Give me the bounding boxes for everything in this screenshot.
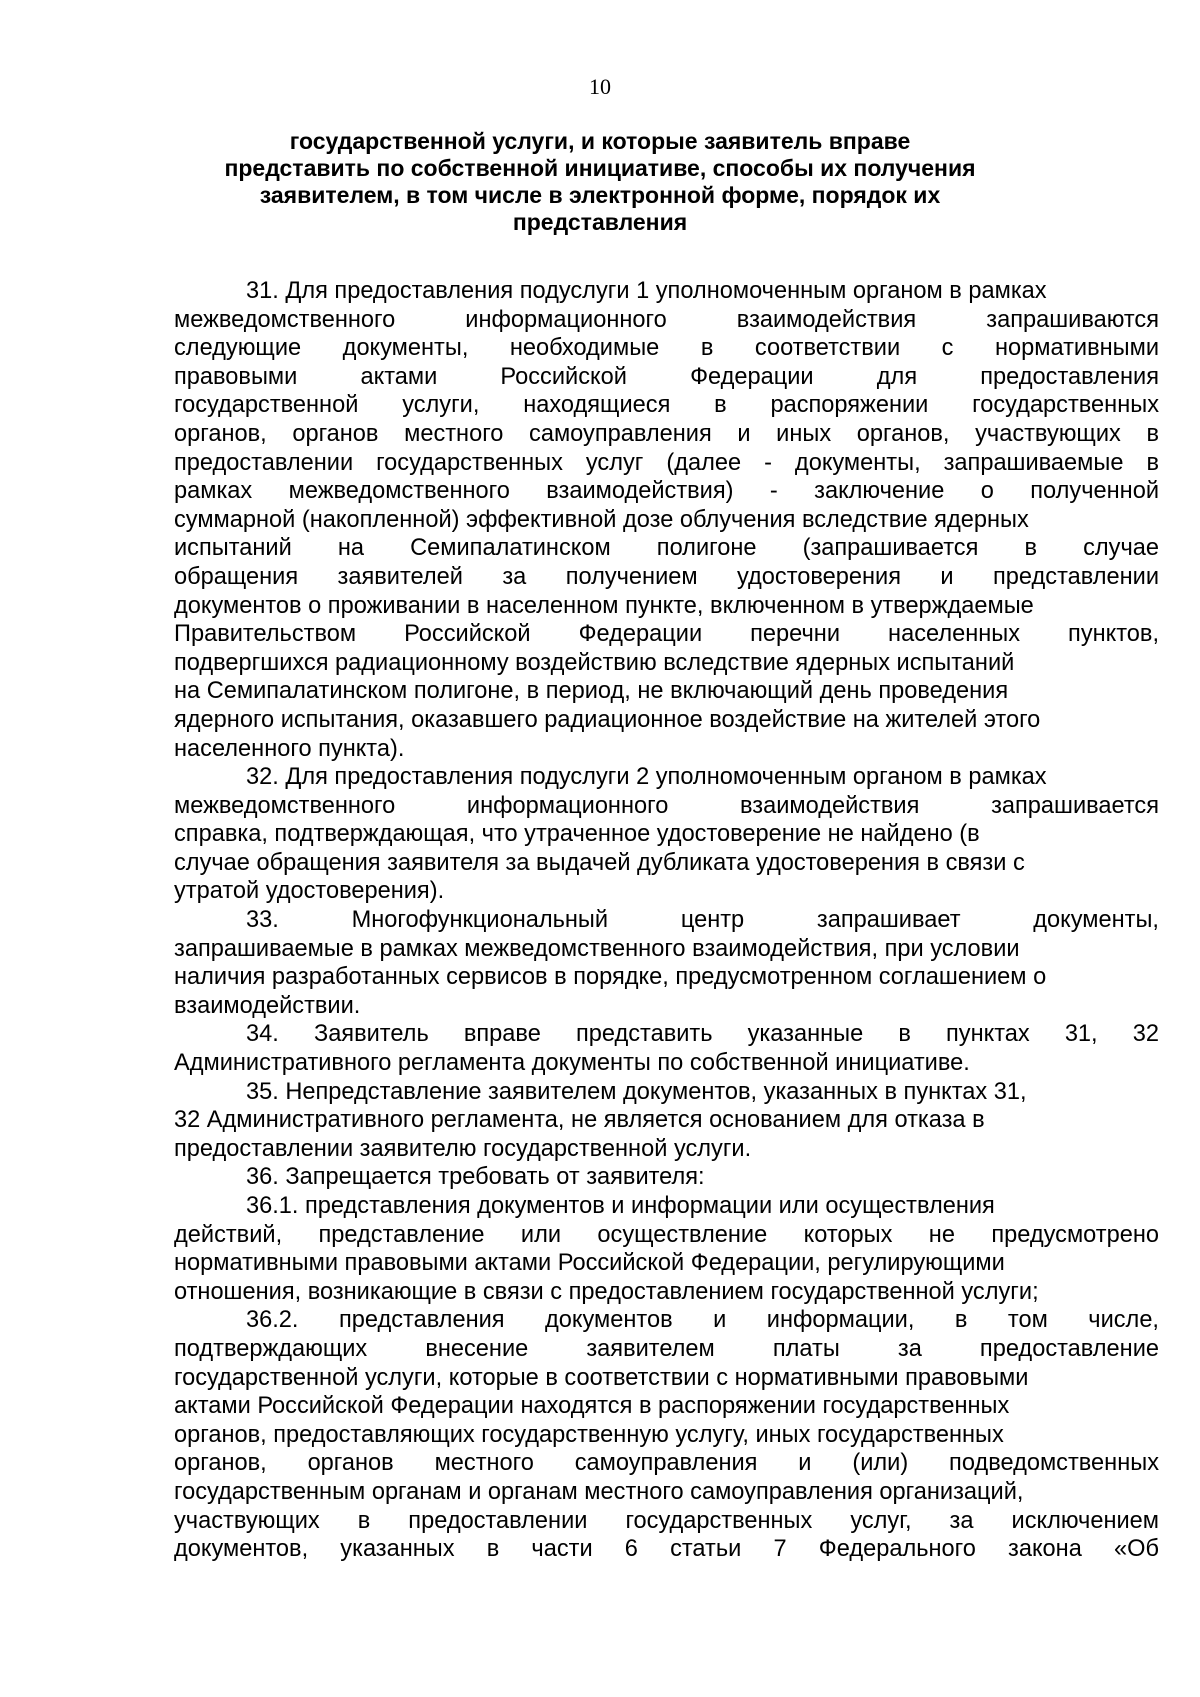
text-line: запрашиваемые в рамках межведомственного взаимодействия, при условии (174, 935, 1020, 962)
text-line: ядерного испытания, оказавшего радиационное воздействие на жителей этого (174, 706, 1041, 733)
text-line: 36.1. представления документов и информации или осуществления (246, 1193, 995, 1219)
text-line: взаимодействии. (174, 992, 361, 1019)
heading-line: представить по собственной инициативе, способы их получения (224, 155, 976, 181)
text-line: наличия разработанных сервисов в порядке, предусмотренном соглашением о (174, 964, 1047, 991)
text-line: Административного регламента документы по собственной инициативе. (174, 1050, 970, 1077)
text-line: государственной услуги, которые в соответствии с нормативными правовыми (174, 1364, 1029, 1391)
text-line: действий, представление или осуществление которых не предусмотрено (174, 1221, 1159, 1248)
text-line: суммарной (накопленной) эффективной дозе облучения вследствие ядерных (174, 506, 1029, 533)
text-line: документов, указанных в части 6 статьи 7 Федерального закона «Об (174, 1536, 1159, 1563)
text-line: органов, предоставляющих государственную услугу, иных государственных (174, 1421, 1004, 1448)
heading-line: государственной услуги, и которые заявитель вправе (289, 128, 911, 154)
heading-line: заявителем, в том числе в электронной форме, порядок их (259, 182, 941, 208)
text-line: рамках межведомственного взаимодействия) - заключение о полученной (174, 478, 1159, 505)
body-text (174, 277, 1159, 1564)
text-line: межведомственного информационного взаимодействия запрашиваются (174, 306, 1159, 333)
text-line: участвующих в предоставлении государственных услуг, за исключением (174, 1507, 1159, 1534)
text-line: испытаний на Семипалатинском полигоне (запрашивается в случае (174, 535, 1159, 562)
text-line: 36.2. представления документов и информации, в том числе, (246, 1307, 1159, 1334)
text-line: 34. Заявитель вправе представить указанные в пунктах 31, 32 (246, 1021, 1159, 1048)
text-line: 31. Для предоставления подуслуги 1 уполномоченным органом в рамках (246, 278, 1047, 304)
text-line: государственной услуги, находящиеся в распоряжении государственных (174, 392, 1159, 419)
text-line: на Семипалатинском полигоне, в период, не включающий день проведения (174, 678, 1009, 705)
text-line: актами Российской Федерации находятся в распоряжении государственных (174, 1393, 1010, 1420)
text-line: населенного пункта). (174, 735, 405, 762)
text-line: органов, органов местного самоуправления и иных органов, участвующих в (174, 420, 1159, 447)
text-line: предоставлении заявителю государственной услуги. (174, 1135, 752, 1162)
page-number: 10 (589, 74, 611, 99)
text-line: 32 Административного регламента, не является основанием для отказа в (174, 1107, 985, 1134)
text-line: предоставлении государственных услуг (далее - документы, запрашиваемые в (174, 449, 1159, 476)
text-line: органов, органов местного самоуправления и (или) подведомственных (174, 1450, 1159, 1477)
text-line: справка, подтверждающая, что утраченное удостоверение не найдено (в (174, 821, 980, 848)
text-line: межведомственного информационного взаимодействия запрашивается (174, 792, 1159, 819)
text-line: документов о проживании в населенном пункте, включенном в утверждаемые (174, 592, 1034, 619)
text-line: подтверждающих внесение заявителем платы за предоставление (174, 1335, 1159, 1362)
text-line: случае обращения заявителя за выдачей дубликата удостоверения в связи с (174, 849, 1025, 876)
heading-line: представления (512, 209, 688, 235)
text-line: подвергшихся радиационному воздействию вследствие ядерных испытаний (174, 649, 1015, 676)
text-line: утратой удостоверения). (174, 878, 445, 905)
text-line: 35. Непредставление заявителем документов, указанных в пунктах 31, (246, 1078, 1027, 1105)
text-line: 36. Запрещается требовать от заявителя: (246, 1164, 705, 1191)
text-line: Правительством Российской Федерации перечни населенных пунктов, (174, 621, 1159, 648)
text-line: отношения, возникающие в связи с предоставлением государственной услуги; (174, 1278, 1039, 1305)
text-line: правовыми актами Российской Федерации для предоставления (174, 363, 1159, 390)
text-line: обращения заявителей за получением удостоверения и представлении (174, 563, 1159, 590)
text-line: 33. Многофункциональный центр запрашивает документы, (246, 907, 1159, 934)
text-line: государственным органам и органам местного самоуправления организаций, (174, 1478, 1024, 1505)
text-line: нормативными правовыми актами Российской Федерации, регулирующими (174, 1250, 1005, 1277)
text-line: 32. Для предоставления подуслуги 2 уполномоченным органом в рамках (246, 764, 1047, 791)
text-line: следующие документы, необходимые в соответствии с нормативными (174, 335, 1159, 362)
section-heading (200, 128, 1000, 236)
